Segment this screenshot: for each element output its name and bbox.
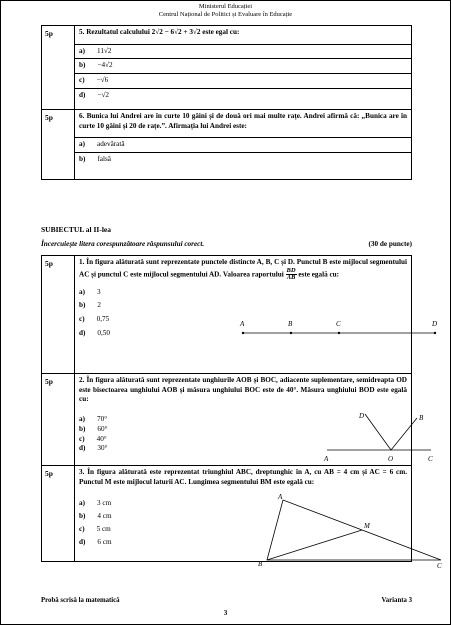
label-b: B xyxy=(258,560,263,568)
item-2-points: 5p xyxy=(42,374,75,466)
label-a: A xyxy=(324,455,329,463)
item-6-question: 6. Bunica lui Andrei are în curte 10 găini și de două ori mai multe rațe. Andrei afirmă că: „Bunica are în curte 10 găini și 20 de rațe.”. Afirmația lui Andrei este: xyxy=(79,112,407,130)
option-value: 0,75 xyxy=(96,315,110,324)
triangle-abc xyxy=(267,500,441,560)
point-b xyxy=(290,332,292,334)
instruction-text: Încercuiește litera corespunzătoare răspunsului corect. xyxy=(41,240,205,248)
item-6-option-a[interactable] xyxy=(75,137,411,152)
option-label: d) xyxy=(79,90,86,99)
option-value: −√6 xyxy=(96,76,109,85)
item-1-points: 5p xyxy=(42,256,75,374)
header-center: Centrul Național de Politici și Evaluare în Educație xyxy=(158,11,293,18)
option-value: 5 cm xyxy=(96,524,111,533)
item-3-row xyxy=(42,466,412,562)
item-1-option-b[interactable] xyxy=(79,301,407,311)
label-d: D xyxy=(432,320,438,328)
footer-right: Varianta 3 xyxy=(381,597,412,604)
item-1-text-end: este egală cu: xyxy=(298,270,340,279)
option-label: b) xyxy=(79,61,86,70)
label-c: C xyxy=(437,562,442,570)
label-o: O xyxy=(388,455,394,463)
option-label: a) xyxy=(79,499,85,508)
option-value: 60° xyxy=(97,424,108,433)
item-5-option-b[interactable] xyxy=(75,58,411,73)
option-label: a) xyxy=(79,46,85,55)
angles-figure xyxy=(315,408,443,464)
point-d xyxy=(434,332,436,334)
option-label: c) xyxy=(79,76,85,85)
option-value: 11√2 xyxy=(97,46,112,55)
option-label: d) xyxy=(79,444,86,453)
label-a: A xyxy=(240,320,245,328)
option-value: 30° xyxy=(97,444,108,453)
item-3-cell xyxy=(75,466,442,570)
item-5-option-d[interactable] xyxy=(75,88,411,103)
item-2-cell xyxy=(75,374,433,466)
item-5-option-c[interactable] xyxy=(75,73,411,88)
page-number: 3 xyxy=(223,609,228,617)
item-1-cell xyxy=(75,256,438,374)
footer xyxy=(41,596,412,605)
option-label: c) xyxy=(79,434,85,443)
option-label: c) xyxy=(79,524,85,533)
item-1-row xyxy=(42,256,412,374)
segment-bm xyxy=(267,530,362,560)
item-5-question: 5. Rezultatul calculului 2√2 − 6√2 + 3√2 este egal cu: xyxy=(79,28,240,36)
option-value: adevărată xyxy=(97,140,125,149)
option-label: a) xyxy=(79,140,85,149)
point-a xyxy=(242,332,244,334)
option-value: −√2 xyxy=(97,90,109,99)
option-label: a) xyxy=(79,287,85,296)
label-c: C xyxy=(428,455,433,463)
option-label: a) xyxy=(79,415,85,424)
item-1-option-a[interactable] xyxy=(79,288,407,298)
option-value: 6 cm xyxy=(97,537,112,546)
label-d: D xyxy=(359,412,365,420)
option-label: b) xyxy=(79,301,86,310)
item-5-points: 5p xyxy=(42,26,75,110)
triangle-figure xyxy=(245,494,445,570)
item-3-question: 3. În figura alăturată este reprezentat triunghiul ABC, dreptunghic în A, cu AB = 4 cm și AC = 6 cm. Punctul M este mijlocul laturii AC. Lungimea segmentului BM este egală cu: xyxy=(79,468,407,486)
point-c xyxy=(338,332,340,334)
fraction-denominator: AB xyxy=(286,274,296,282)
item-5-cell xyxy=(75,26,412,110)
item-6-cell xyxy=(75,110,412,180)
part2-table xyxy=(41,255,442,570)
option-label: b) xyxy=(79,155,86,164)
option-value: −4√2 xyxy=(97,61,113,70)
option-label: d) xyxy=(79,328,86,337)
item-5-row xyxy=(42,26,412,110)
item-6-row xyxy=(42,110,412,180)
label-m: M xyxy=(364,522,370,530)
item-5-option-a[interactable] xyxy=(75,44,411,59)
option-value: 3 cm xyxy=(97,499,112,508)
section-title: SUBIECTUL al II-lea xyxy=(41,225,112,234)
item-3-points: 5p xyxy=(42,466,75,562)
item-2-row xyxy=(42,374,412,466)
option-label: d) xyxy=(79,537,86,546)
option-value: 3 xyxy=(97,287,101,296)
section-points: (30 de puncte) xyxy=(368,240,412,248)
item-5-options xyxy=(79,44,407,103)
option-value: 4 cm xyxy=(97,512,112,521)
ratio-fraction xyxy=(286,268,297,282)
item-6-option-b[interactable] xyxy=(75,152,411,167)
ray-od xyxy=(365,414,391,450)
option-value: falsă xyxy=(97,155,111,164)
label-a: A xyxy=(278,494,283,501)
item-6-points: 5p xyxy=(42,110,75,180)
item-6-options xyxy=(79,137,407,166)
option-label: b) xyxy=(79,512,86,521)
fraction-numerator: BD xyxy=(286,266,296,274)
label-c: C xyxy=(336,320,341,328)
option-label: c) xyxy=(79,315,85,324)
item-1-question xyxy=(79,258,407,282)
section-instruction xyxy=(41,240,412,250)
option-value: 70° xyxy=(97,415,108,424)
option-label: b) xyxy=(79,424,86,433)
points-line-figure xyxy=(235,316,451,346)
item-1-text: 1. În figura alăturată sunt reprezentate punctele distincte A, B, C și D. Punctul B este mijlocul segmentului AC și punctul C este mijlocul segmentului AD. Valoarea raportului xyxy=(79,258,407,279)
option-value: 40° xyxy=(96,434,107,443)
option-value: 2 xyxy=(97,301,101,310)
label-b: B xyxy=(419,414,424,422)
ray-ob xyxy=(391,418,417,450)
label-b: B xyxy=(288,320,293,328)
item-2-question: 2. În figura alăturată sunt reprezentate unghiurile AOB și BOC, adiacente suplementare, semidreapta OD este bisectoarea unghiului AOB și măsura unghiului BOC este de 40°. Măsura unghiului BOD este egală cu: xyxy=(79,376,407,404)
option-value: 0,50 xyxy=(97,328,110,337)
part1-table xyxy=(41,25,412,180)
header-ministry: Ministerul Educației xyxy=(198,3,253,10)
footer-left: Probă scrisă la matematică xyxy=(41,597,120,604)
